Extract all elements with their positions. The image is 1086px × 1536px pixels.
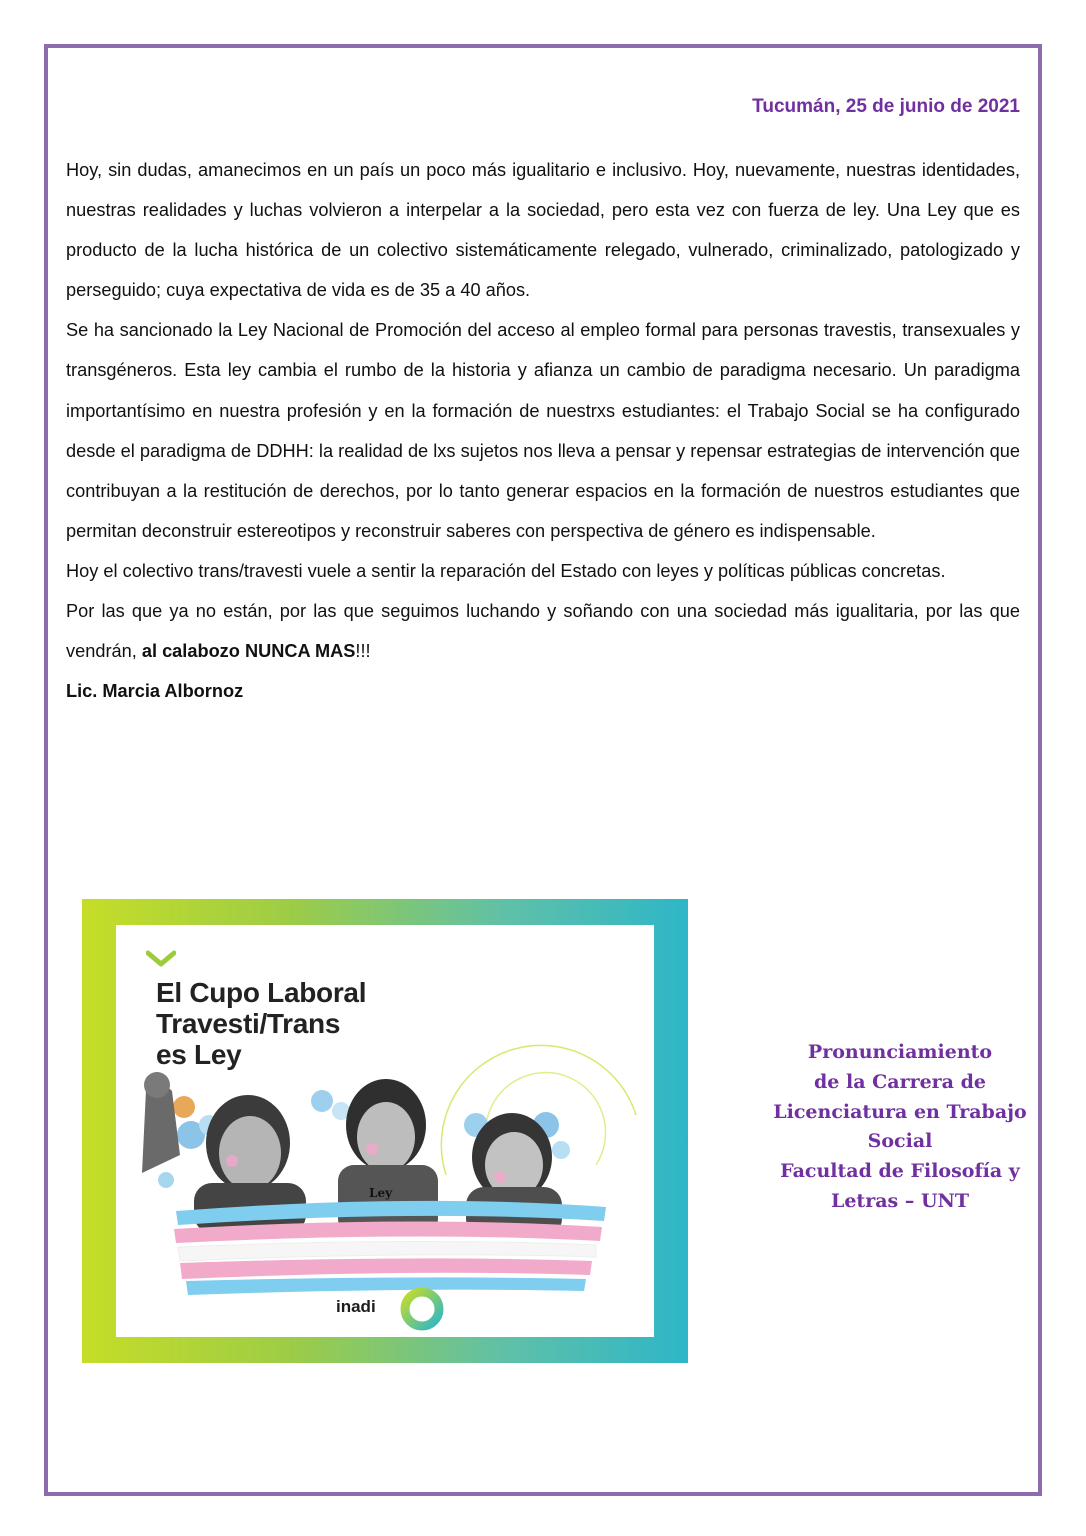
caption-line-6: Letras – UNT xyxy=(830,1189,970,1212)
paragraph-4-text: Por las que ya no están, por las que seguimos luchando y soñando con una sociedad más igualitaria, por las que vendrán, xyxy=(66,601,1020,662)
caption-line-2: de la Carrera de xyxy=(814,1070,986,1093)
cupo-laboral-poster xyxy=(82,899,688,1363)
inadi-logo-text: inadi xyxy=(336,1297,376,1316)
letter-body xyxy=(66,150,1020,711)
caption-line-4: Social xyxy=(867,1130,933,1153)
caption-line-5: Facultad de Filosofía y xyxy=(780,1160,1020,1183)
paragraph-4-end: !!! xyxy=(355,641,371,662)
pronouncement-caption xyxy=(760,1038,1040,1217)
caption-line-1: Pronunciamiento xyxy=(807,1041,993,1063)
paragraph-3: Hoy el colectivo trans/travesti vuele a sentir la reparación del Estado con leyes y políticas públicas concretas. xyxy=(66,560,946,581)
letter-date: Tucumán, 25 de junio de 2021 xyxy=(752,96,1020,117)
poster-canvas xyxy=(116,925,654,1337)
headline-line-2: Travesti/Trans xyxy=(156,1008,341,1039)
chevron-down-icon xyxy=(146,949,176,969)
poster-headline xyxy=(156,977,366,1070)
shirt-ley-text: Ley xyxy=(369,1186,393,1200)
paragraph-4 xyxy=(66,591,1020,671)
signature: Lic. Marcia Albornoz xyxy=(66,681,244,702)
paragraph-4-emphasis: al calabozo NUNCA MAS xyxy=(141,641,356,662)
paragraph-2: Se ha sancionado la Ley Nacional de Promoción del acceso al empleo formal para personas travestis, transexuales y transgéneros. Esta ley cambia el rumbo de la historia y afianza un cambio de paradigma necesario. Un paradigma importantísimo en nuestra profesión y en la formación de nuestrxs estudiantes: el Trabajo Social se ha configurado desde el paradigma de DDHH: la realidad de lxs sujetos nos lleva a pensar y repensar estrategias de intervención que contribuyan a la restitución de derechos, por lo tanto generar espacios en la formación de nuestros estudiantes que permitan deconstruir estereotipos y reconstruir saberes con perspectiva de género es indispensable. xyxy=(66,320,1020,541)
caption-line-3: Licenciatura en Trabajo xyxy=(773,1100,1027,1123)
inadi-logo-icon xyxy=(398,1285,446,1333)
trans-flag-stripes xyxy=(174,1201,606,1295)
headline-line-3: es Ley xyxy=(156,1039,242,1070)
raised-fist xyxy=(144,1072,170,1098)
paragraph-1: Hoy, sin dudas, amanecimos en un país un poco más igualitario e inclusivo. Hoy, nuevamente, nuestras identidades, nuestras realidades y luchas volvieron a interpelar a la sociedad, pero esta vez con fuerza de ley. Una Ley que es producto de la lucha histórica de un colectivo sistemáticamente relegado, vulnerado, criminalizado, patologizado y perseguido; cuya expectativa de vida es de 35 a 40 años. xyxy=(66,160,1020,301)
headline-line-1: El Cupo Laboral xyxy=(156,977,367,1008)
